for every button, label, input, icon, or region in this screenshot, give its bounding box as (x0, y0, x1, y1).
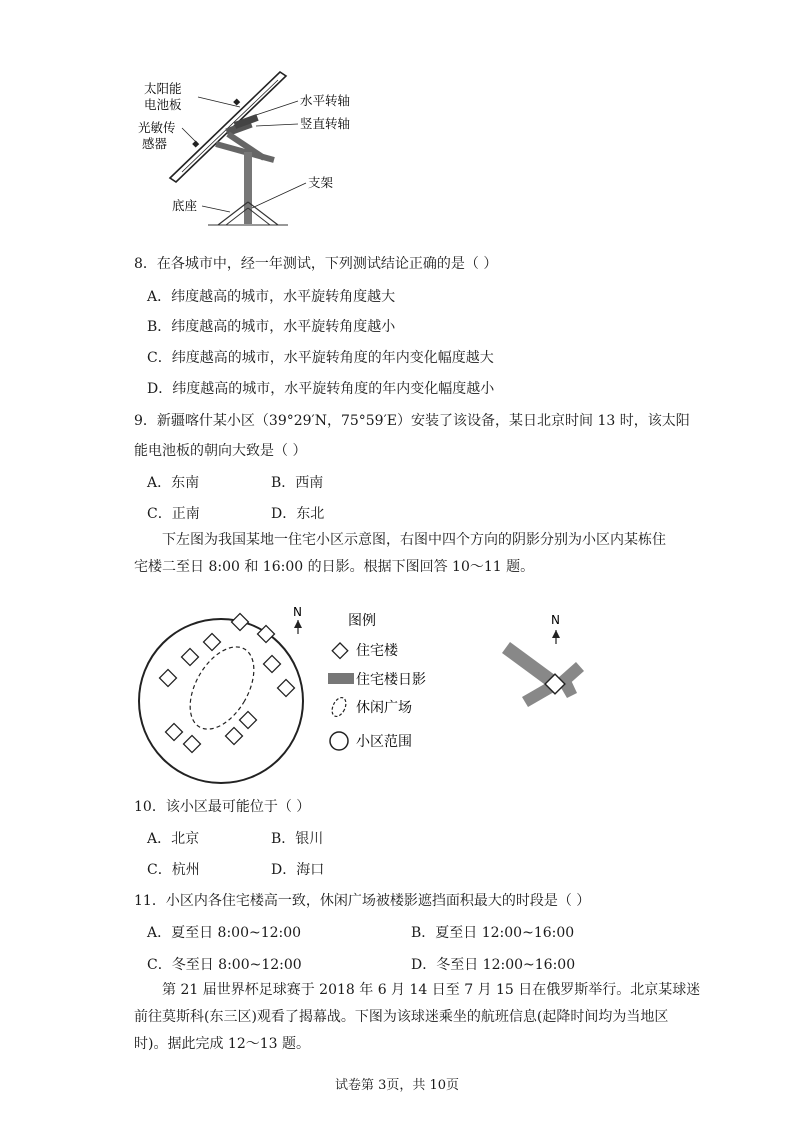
building (240, 712, 257, 729)
intro3-line1: 第 21 届世界杯足球赛于 2018 年 6 月 14 日至 7 月 15 日在俄罗斯举行。北京某球迷 (162, 982, 701, 998)
q8-option-a: A．纬度越高的城市，水平旋转角度越大 (147, 289, 396, 305)
north-arrow-left (293, 605, 302, 634)
label-base: 底座 (172, 198, 198, 213)
q10-option-c: C．杭州 (147, 862, 200, 878)
building (264, 656, 281, 673)
building (182, 649, 199, 666)
q11-stem: 11．小区内各住宅楼高一致，休闲广场被楼影遮挡面积最大的时段是（ ） (134, 893, 591, 909)
legend-boundary-symbol (330, 732, 348, 750)
building (278, 680, 295, 697)
legend-plaza-label: 休闲广场 (356, 700, 412, 716)
building (160, 670, 177, 687)
legend-boundary-label: 小区范围 (356, 734, 412, 750)
q11-option-c: C．冬至日 8:00~12:00 (147, 957, 302, 973)
solar-tracker-figure (130, 60, 390, 232)
label-panel-2: 电池板 (144, 97, 182, 112)
building (166, 724, 183, 741)
q9-option-a: A．东南 (147, 475, 200, 491)
q11-option-a: A．夏至日 8:00~12:00 (147, 925, 302, 941)
q11-option-d: D．冬至日 12:00~16:00 (411, 957, 576, 973)
shadow-diagram (502, 613, 584, 707)
q9-option-d: D．东北 (271, 506, 325, 522)
q11-option-b: B．夏至日 12:00~16:00 (411, 925, 575, 941)
legend-building-symbol (332, 643, 348, 659)
legend-title: 图例 (348, 613, 376, 629)
legend-shadow-symbol (328, 673, 354, 684)
sensor-top (233, 98, 240, 105)
page-footer: 试卷第 3页，共 10页 (334, 1078, 460, 1093)
svg-text:N: N (293, 605, 302, 619)
intro3-line2: 前往莫斯科(东三区)观看了揭幕战。下图为该球迷乘坐的航班信息(起降时间均为当地区 (134, 1009, 669, 1025)
building (232, 614, 249, 631)
q8-option-b: B．纬度越高的城市，水平旋转角度越小 (147, 319, 396, 335)
label-sensor-1: 光敏传 (138, 120, 176, 135)
residential-map-figure (130, 598, 600, 793)
building (226, 728, 243, 745)
label-sensor-2: 感器 (142, 136, 168, 151)
legend-shadow-label: 住宅楼日影 (356, 672, 426, 688)
north-label-right: N (551, 613, 560, 627)
label-stand: 支架 (308, 175, 334, 190)
legend-building-label: 住宅楼 (356, 643, 398, 659)
label-panel-1: 太阳能 (144, 81, 182, 96)
legend-plaza-symbol (329, 695, 348, 718)
q10-stem: 10．该小区最可能位于（ ） (134, 799, 311, 815)
q9-option-c: C．正南 (147, 506, 200, 522)
q9-stem-line1: 9．新疆喀什某小区（39°29′N，75°59′E）安装了该设备，某日北京时间 13 时，该太阳 (134, 413, 690, 429)
q10-option-d: D．海口 (271, 862, 325, 878)
label-h-axis: 水平转轴 (300, 93, 351, 108)
intro2-line2: 宅楼二至日 8:00 和 16:00 的日影。根据下图回答 10～11 题。 (134, 559, 535, 575)
building (184, 736, 201, 753)
q10-option-b: B．银川 (271, 831, 324, 847)
q8-option-c: C．纬度越高的城市，水平旋转角度的年内变化幅度越大 (147, 350, 494, 366)
intro3-line3: 时)。据此完成 12～13 题。 (134, 1036, 310, 1052)
q10-option-a: A．北京 (147, 831, 200, 847)
community-boundary (139, 619, 303, 783)
building (204, 634, 221, 651)
q8-option-d: D．纬度越高的城市，水平旋转角度的年内变化幅度越小 (147, 381, 495, 397)
q8-stem: 8．在各城市中，经一年测试，下列测试结论正确的是（ ） (134, 256, 498, 272)
label-v-axis: 竖直转轴 (300, 116, 351, 131)
intro2-line1: 下左图为我国某地一住宅小区示意图，右图中四个方向的阴影分别为小区内某栋住 (162, 532, 666, 548)
q9-stem-line2: 能电池板的朝向大致是（ ） (134, 443, 307, 459)
stand-post (244, 152, 252, 224)
q9-option-b: B．西南 (271, 475, 324, 491)
